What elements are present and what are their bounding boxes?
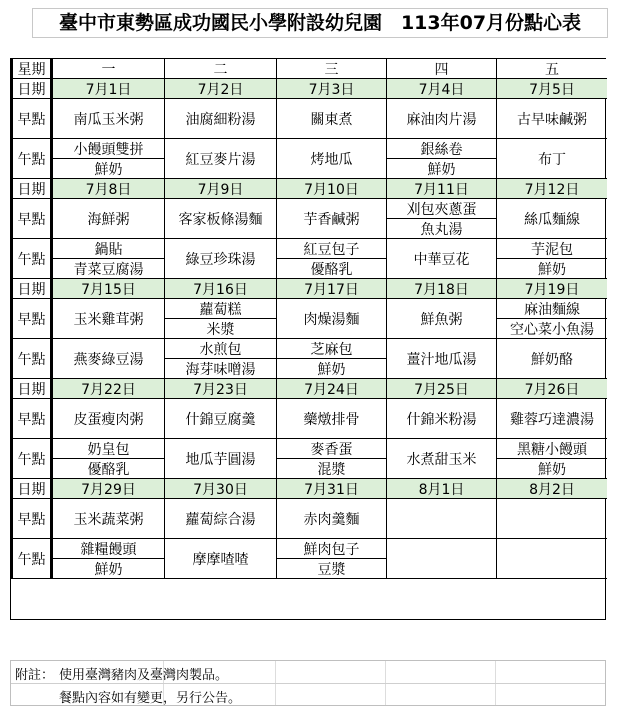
date-cell: 7月26日: [497, 379, 607, 399]
date-cell: 7月11日: [387, 179, 497, 199]
morning-item: 赤肉羹麵: [277, 499, 387, 539]
morning-item: 蘿蔔糕: [165, 299, 277, 319]
afternoon-item: 鮮奶: [53, 159, 165, 179]
morning-item: 肉燥湯麵: [277, 299, 387, 339]
date-cell: 7月23日: [165, 379, 277, 399]
morning-item: 魚丸湯: [387, 219, 497, 239]
afternoon-item: 銀絲卷: [387, 139, 497, 159]
date-cell: 7月16日: [165, 279, 277, 299]
weekday-1: 一: [53, 59, 165, 79]
weekday-4: 四: [387, 59, 497, 79]
afternoon-item: 薑汁地瓜湯: [387, 339, 497, 379]
morning-item: 麻油肉片湯: [387, 99, 497, 139]
date-label: 日期: [11, 379, 53, 399]
date-cell: 7月30日: [165, 479, 277, 499]
date-cell: 7月10日: [277, 179, 387, 199]
afternoon-item: 混漿: [277, 459, 387, 479]
morning-item: 南瓜玉米粥: [53, 99, 165, 139]
morning-label: 早點: [11, 199, 53, 239]
morning-item: 玉米雞茸粥: [53, 299, 165, 339]
afternoon-item: 鍋貼: [53, 239, 165, 259]
morning-item: 麻油麵線: [497, 299, 607, 319]
date-label: 日期: [11, 279, 53, 299]
morning-item: [497, 499, 607, 539]
afternoon-item: 摩摩喳喳: [165, 539, 277, 579]
afternoon-item: 青菜豆腐湯: [53, 259, 165, 279]
afternoon-item: 優酪乳: [277, 259, 387, 279]
morning-item: 絲瓜麵線: [497, 199, 607, 239]
afternoon-item: 優酪乳: [53, 459, 165, 479]
weekday-3: 三: [277, 59, 387, 79]
date-cell: 7月5日: [497, 79, 607, 99]
date-cell: 8月2日: [497, 479, 607, 499]
morning-item: 油腐細粉湯: [165, 99, 277, 139]
footer-note-1: 使用臺灣豬肉及臺灣肉製品。: [59, 668, 229, 683]
date-cell: 7月25日: [387, 379, 497, 399]
morning-label: 早點: [11, 399, 53, 439]
afternoon-item: 鮮奶酪: [497, 339, 607, 379]
morning-item: 刈包夾蔥蛋: [387, 199, 497, 219]
footer-notes: [10, 660, 606, 706]
date-cell: 7月2日: [165, 79, 277, 99]
morning-item: 芋香鹹粥: [277, 199, 387, 239]
date-label: 日期: [11, 479, 53, 499]
date-cell: 8月1日: [387, 479, 497, 499]
date-cell: 7月18日: [387, 279, 497, 299]
afternoon-item: 奶皇包: [53, 439, 165, 459]
date-label: 日期: [11, 79, 53, 99]
afternoon-item: 麥香蛋: [277, 439, 387, 459]
afternoon-item: [497, 539, 607, 579]
afternoon-item: 豆漿: [277, 559, 387, 579]
afternoon-item: 地瓜芋圓湯: [165, 439, 277, 479]
morning-item: 什錦豆腐羹: [165, 399, 277, 439]
afternoon-item: 烤地瓜: [277, 139, 387, 179]
morning-item: 蘿蔔綜合湯: [165, 499, 277, 539]
morning-item: 鮮魚粥: [387, 299, 497, 339]
morning-item: 客家板條湯麵: [165, 199, 277, 239]
afternoon-item: 海芽味噌湯: [165, 359, 277, 379]
morning-item: 雞蓉巧達濃湯: [497, 399, 607, 439]
date-cell: 7月31日: [277, 479, 387, 499]
date-cell: 7月1日: [53, 79, 165, 99]
weekday-5: 五: [497, 59, 607, 79]
date-cell: 7月19日: [497, 279, 607, 299]
morning-item: 空心菜小魚湯: [497, 319, 607, 339]
weekday-header: 星期: [11, 59, 53, 79]
morning-item: 皮蛋瘦肉粥: [53, 399, 165, 439]
morning-item: 古早味鹹粥: [497, 99, 607, 139]
afternoon-item: 布丁: [497, 139, 607, 179]
afternoon-item: 小饅頭雙拼: [53, 139, 165, 159]
afternoon-label: 午點: [11, 539, 53, 579]
morning-item: [387, 499, 497, 539]
afternoon-label: 午點: [11, 139, 53, 179]
afternoon-item: 綠豆珍珠湯: [165, 239, 277, 279]
afternoon-item: 鮮奶: [387, 159, 497, 179]
afternoon-item: 紅豆包子: [277, 239, 387, 259]
morning-label: 早點: [11, 299, 53, 339]
afternoon-item: 鮮奶: [53, 559, 165, 579]
afternoon-label: 午點: [11, 239, 53, 279]
afternoon-item: [387, 539, 497, 579]
date-cell: 7月15日: [53, 279, 165, 299]
snack-menu-table: [10, 58, 606, 620]
date-cell: 7月12日: [497, 179, 607, 199]
date-label: 日期: [11, 179, 53, 199]
morning-item: 玉米蔬菜粥: [53, 499, 165, 539]
afternoon-item: 水煎包: [165, 339, 277, 359]
footer-label: 附註：: [15, 668, 55, 683]
afternoon-label: 午點: [11, 439, 53, 479]
afternoon-item: 雜糧饅頭: [53, 539, 165, 559]
afternoon-item: 芝麻包: [277, 339, 387, 359]
afternoon-label: 午點: [11, 339, 53, 379]
afternoon-item: 中華豆花: [387, 239, 497, 279]
date-cell: 7月24日: [277, 379, 387, 399]
date-cell: 7月9日: [165, 179, 277, 199]
morning-item: 關東煮: [277, 99, 387, 139]
date-cell: 7月17日: [277, 279, 387, 299]
date-cell: 7月4日: [387, 79, 497, 99]
footer-note-2: 餐點內容如有變更，另行公告。: [59, 691, 242, 706]
date-cell: 7月8日: [53, 179, 165, 199]
afternoon-item: 鮮奶: [497, 259, 607, 279]
afternoon-item: 鮮奶: [497, 459, 607, 479]
afternoon-item: 鮮奶: [277, 359, 387, 379]
afternoon-item: 芋泥包: [497, 239, 607, 259]
afternoon-item: 黑糖小饅頭: [497, 439, 607, 459]
morning-label: 早點: [11, 499, 53, 539]
date-cell: 7月22日: [53, 379, 165, 399]
afternoon-item: 燕麥綠豆湯: [53, 339, 165, 379]
date-cell: 7月29日: [53, 479, 165, 499]
morning-item: 海鮮粥: [53, 199, 165, 239]
date-cell: 7月3日: [277, 79, 387, 99]
morning-label: 早點: [11, 99, 53, 139]
afternoon-item: 鮮肉包子: [277, 539, 387, 559]
weekday-2: 二: [165, 59, 277, 79]
morning-item: 什錦米粉湯: [387, 399, 497, 439]
afternoon-item: 紅豆麥片湯: [165, 139, 277, 179]
morning-item: 米漿: [165, 319, 277, 339]
afternoon-item: 水煮甜玉米: [387, 439, 497, 479]
page-title: 臺中市東勢區成功國民小學附設幼兒園 113年07月份點心表: [32, 8, 608, 38]
morning-item: 藥燉排骨: [277, 399, 387, 439]
